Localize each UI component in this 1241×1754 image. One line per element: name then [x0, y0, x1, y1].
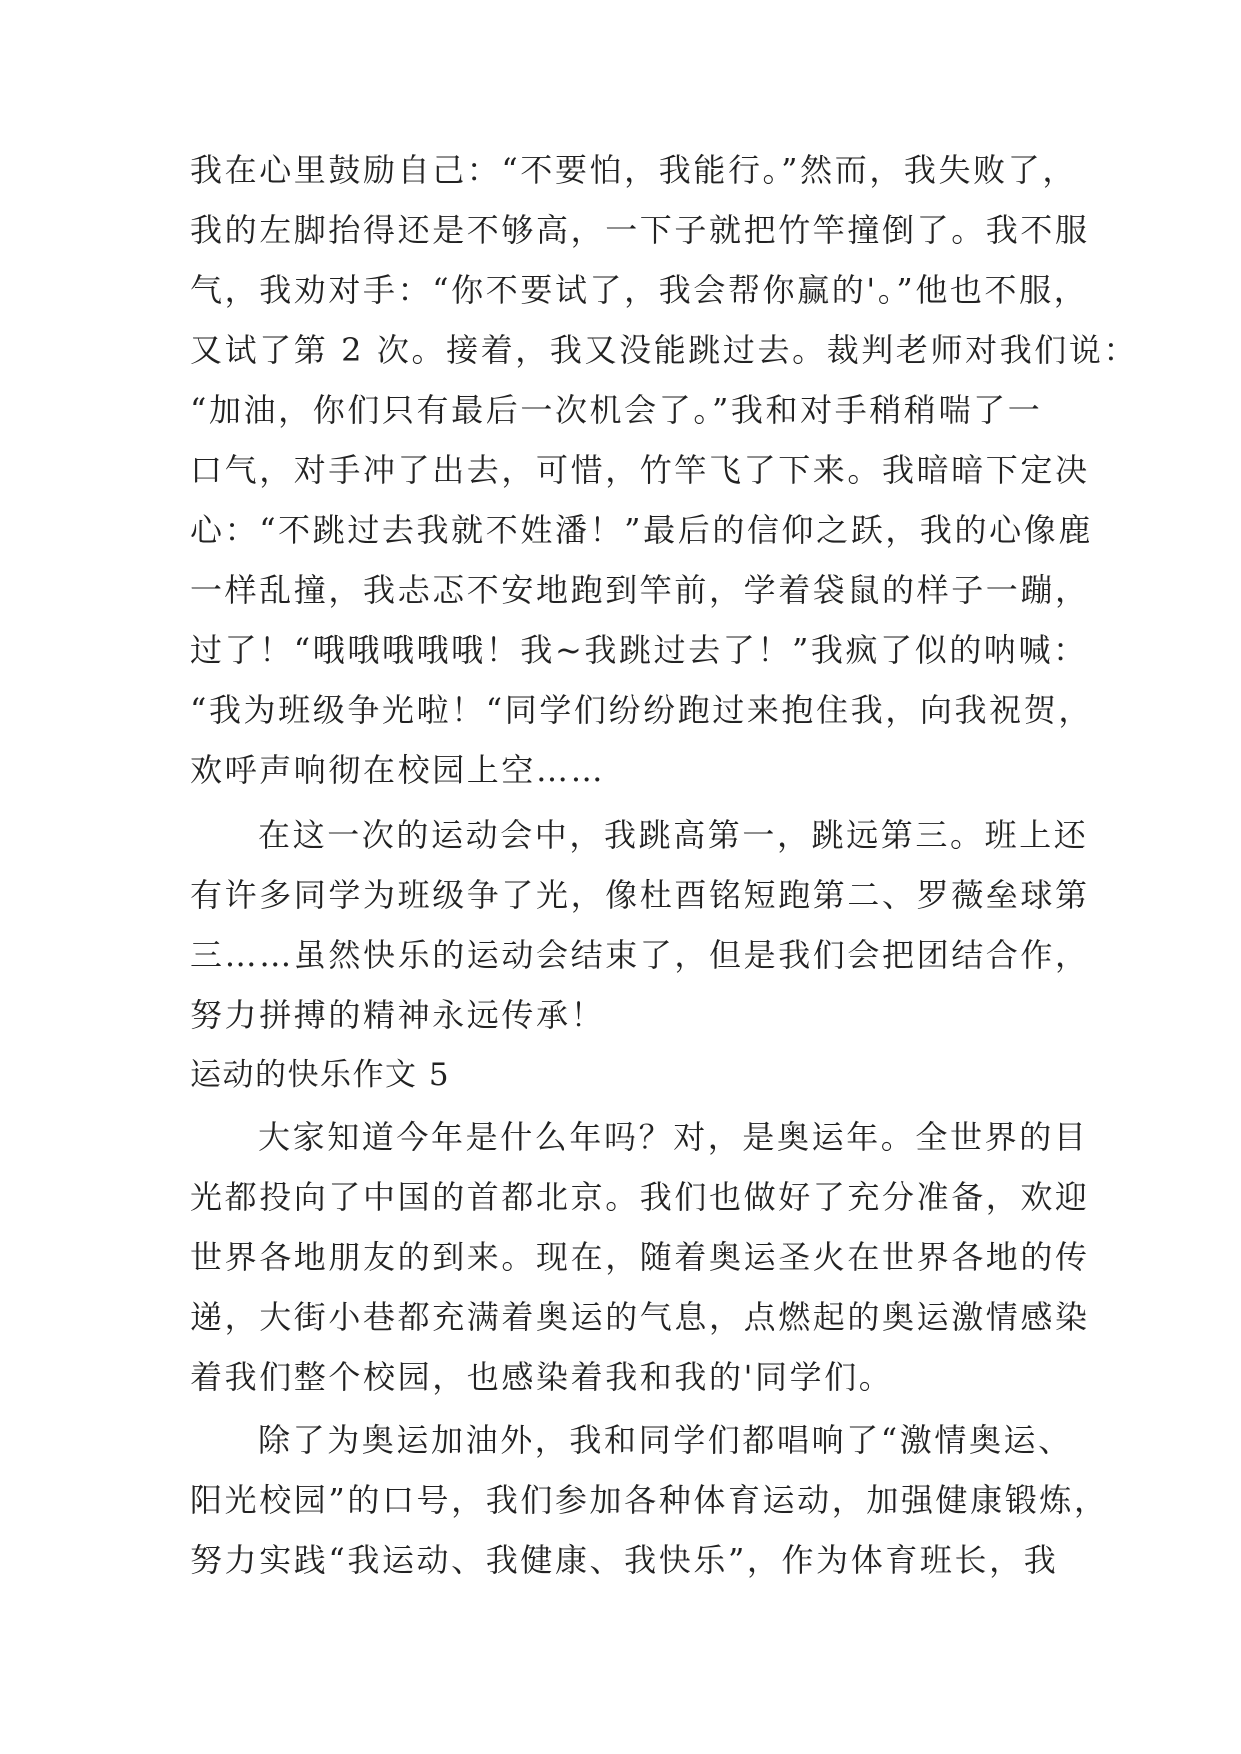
- paragraph-line: 努力拼搏的精神永远传承！: [190, 996, 606, 1034]
- paragraph-line: “我为班级争光啦！“同学们纷纷跑过来抱住我，向我祝贺，: [190, 691, 1093, 729]
- paragraph-line: 欢呼声响彻在校园上空……: [190, 751, 606, 789]
- paragraph-line: “加油，你们只有最后一次机会了。”我和对手稍稍喘了一: [190, 391, 1043, 429]
- paragraph-line: 我的左脚抬得还是不够高，一下子就把竹竿撞倒了。我不服: [190, 211, 1090, 249]
- section-heading: 运动的快乐作文 5: [190, 1057, 451, 1093]
- paragraph-line: 着我们整个校园，也感染着我和我的'同学们。: [190, 1358, 894, 1396]
- paragraph-line: 气，我劝对手：“你不要试了，我会帮你赢的'。”他也不服，: [190, 271, 1089, 309]
- paragraph-line: 阳光校园”的口号，我们参加各种体育运动，加强健康锻炼，: [190, 1481, 1109, 1519]
- paragraph-line: 口气，对手冲了出去，可惜，竹竿飞了下来。我暗暗下定决: [190, 451, 1090, 489]
- paragraph-line: 努力实践“我运动、我健康、我快乐”，作为体育班长，我: [190, 1541, 1059, 1579]
- paragraph-line: 光都投向了中国的首都北京。我们也做好了充分准备，欢迎: [190, 1178, 1090, 1216]
- paragraph-line: 我在心里鼓励自己：“不要怕，我能行。”然而，我失败了，: [190, 151, 1077, 189]
- paragraph-line: 除了为奥运加油外，我和同学们都唱响了“激情奥运、: [258, 1421, 1073, 1459]
- paragraph-line: 大家知道今年是什么年吗？对，是奥运年。全世界的目: [258, 1118, 1089, 1156]
- paragraph-line: 心：“不跳过去我就不姓潘！”最后的信仰之跃，我的心像鹿: [190, 511, 1093, 549]
- paragraph-line: 又试了第 2 次。接着，我又没能跳过去。裁判老师对我们说：: [190, 331, 1139, 369]
- paragraph-line: 过了！“哦哦哦哦哦！我~我跳过去了！”我疯了似的呐喊：: [190, 631, 1088, 669]
- paragraph-line: 递，大街小巷都充满着奥运的气息，点燃起的奥运激情感染: [190, 1298, 1090, 1336]
- paragraph-line: 世界各地朋友的到来。现在，随着奥运圣火在世界各地的传: [190, 1238, 1090, 1276]
- paragraph-line: 三……虽然快乐的运动会结束了，但是我们会把团结合作，: [190, 936, 1090, 974]
- paragraph-line: 一样乱撞，我忐忑不安地跑到竿前，学着袋鼠的样子一蹦，: [190, 571, 1090, 609]
- paragraph-line: 在这一次的运动会中，我跳高第一，跳远第三。班上还: [258, 816, 1089, 854]
- paragraph-line: 有许多同学为班级争了光，像杜酉铭短跑第二、罗薇垒球第: [190, 876, 1090, 914]
